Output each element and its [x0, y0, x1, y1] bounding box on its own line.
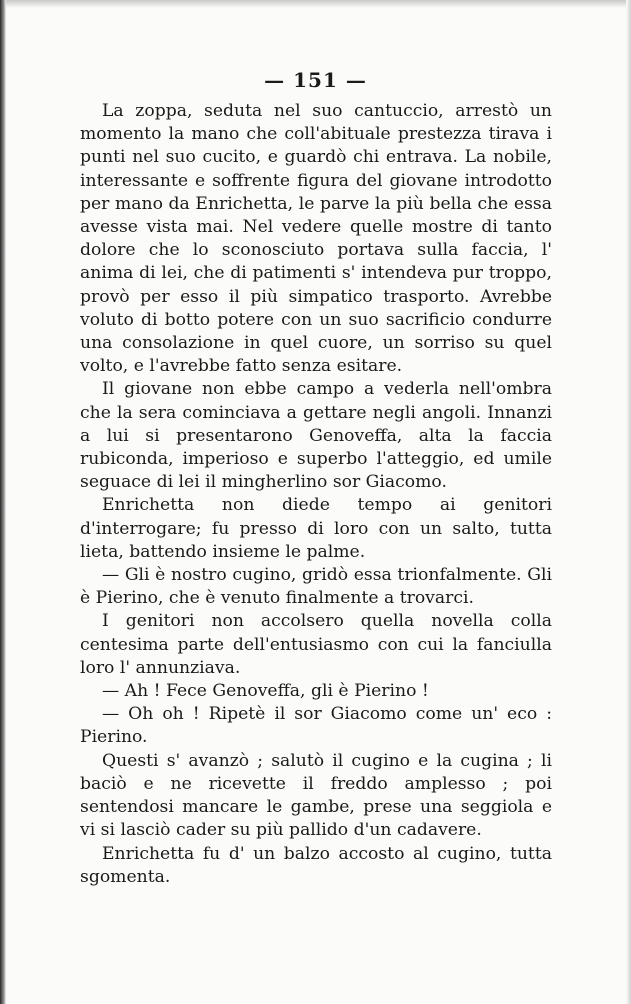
page-number: — 151 —	[264, 68, 367, 92]
paragraph: Enrichetta fu d' un balzo accosto al cugino, tutta sgomenta.	[80, 843, 552, 887]
paragraph: La zoppa, seduta nel suo cantuccio, arrestò un momento la mano che coll'abituale prestezza tirava i punti nel suo cucito, e guardò chi entrava. La nobile, interessante e soffrente figura del giovane introdotto per mano da Enrichetta, le parve la più bella che essa avesse vista mai. Nel vedere quelle mostre di tanto dolore che lo sconosciuto portava sulla faccia, l' anima di lei, che di patimenti s' intendeva pur troppo, provò per esso il più simpatico trasporto. Avrebbe voluto di botto potere con un suo sacrificio condurre una consolazione in quel cuore, un sorriso su quel volto, e l'avrebbe fatto senza esitare.	[80, 101, 552, 377]
body-text	[80, 100, 552, 889]
page-left-edge	[0, 0, 6, 1004]
paragraph: I genitori non accolsero quella novella colla centesima parte dell'entusiasmo con cui la fanciulla loro l' annunziava.	[80, 611, 552, 678]
paragraph: — Ah ! Fece Genoveffa, gli è Pierino !	[102, 681, 429, 702]
paragraph: Il giovane non ebbe campo a vederla nell'ombra che la sera cominciava a gettare negli angoli. Innanzi a lui si presentarono Genoveffa, alta la faccia rubiconda, imperioso e superbo l'atteggio, ed umile seguace di lei il mingherlino sor Giacomo.	[80, 379, 552, 493]
paragraph: — Oh oh ! Ripetè il sor Giacomo come un' eco : Pierino.	[80, 704, 552, 748]
paragraph: Enrichetta non diede tempo ai genitori d'interrogare; fu presso di loro con un salto, tutta lieta, battendo insieme le palme.	[80, 495, 552, 562]
paragraph: Questi s' avanzò ; salutò il cugino e la cugina ; li baciò e ne ricevette il freddo amplesso ; poi sentendosi mancare le gambe, prese una seggiola e vi si lasciò cader su più pallido d'un cadavere.	[80, 750, 552, 841]
paragraph: — Gli è nostro cugino, gridò essa trionfalmente. Gli è Pierino, che è venuto finalmente a trovarci.	[80, 565, 552, 609]
page-right-edge	[626, 0, 631, 1004]
page-top-edge	[0, 0, 631, 8]
